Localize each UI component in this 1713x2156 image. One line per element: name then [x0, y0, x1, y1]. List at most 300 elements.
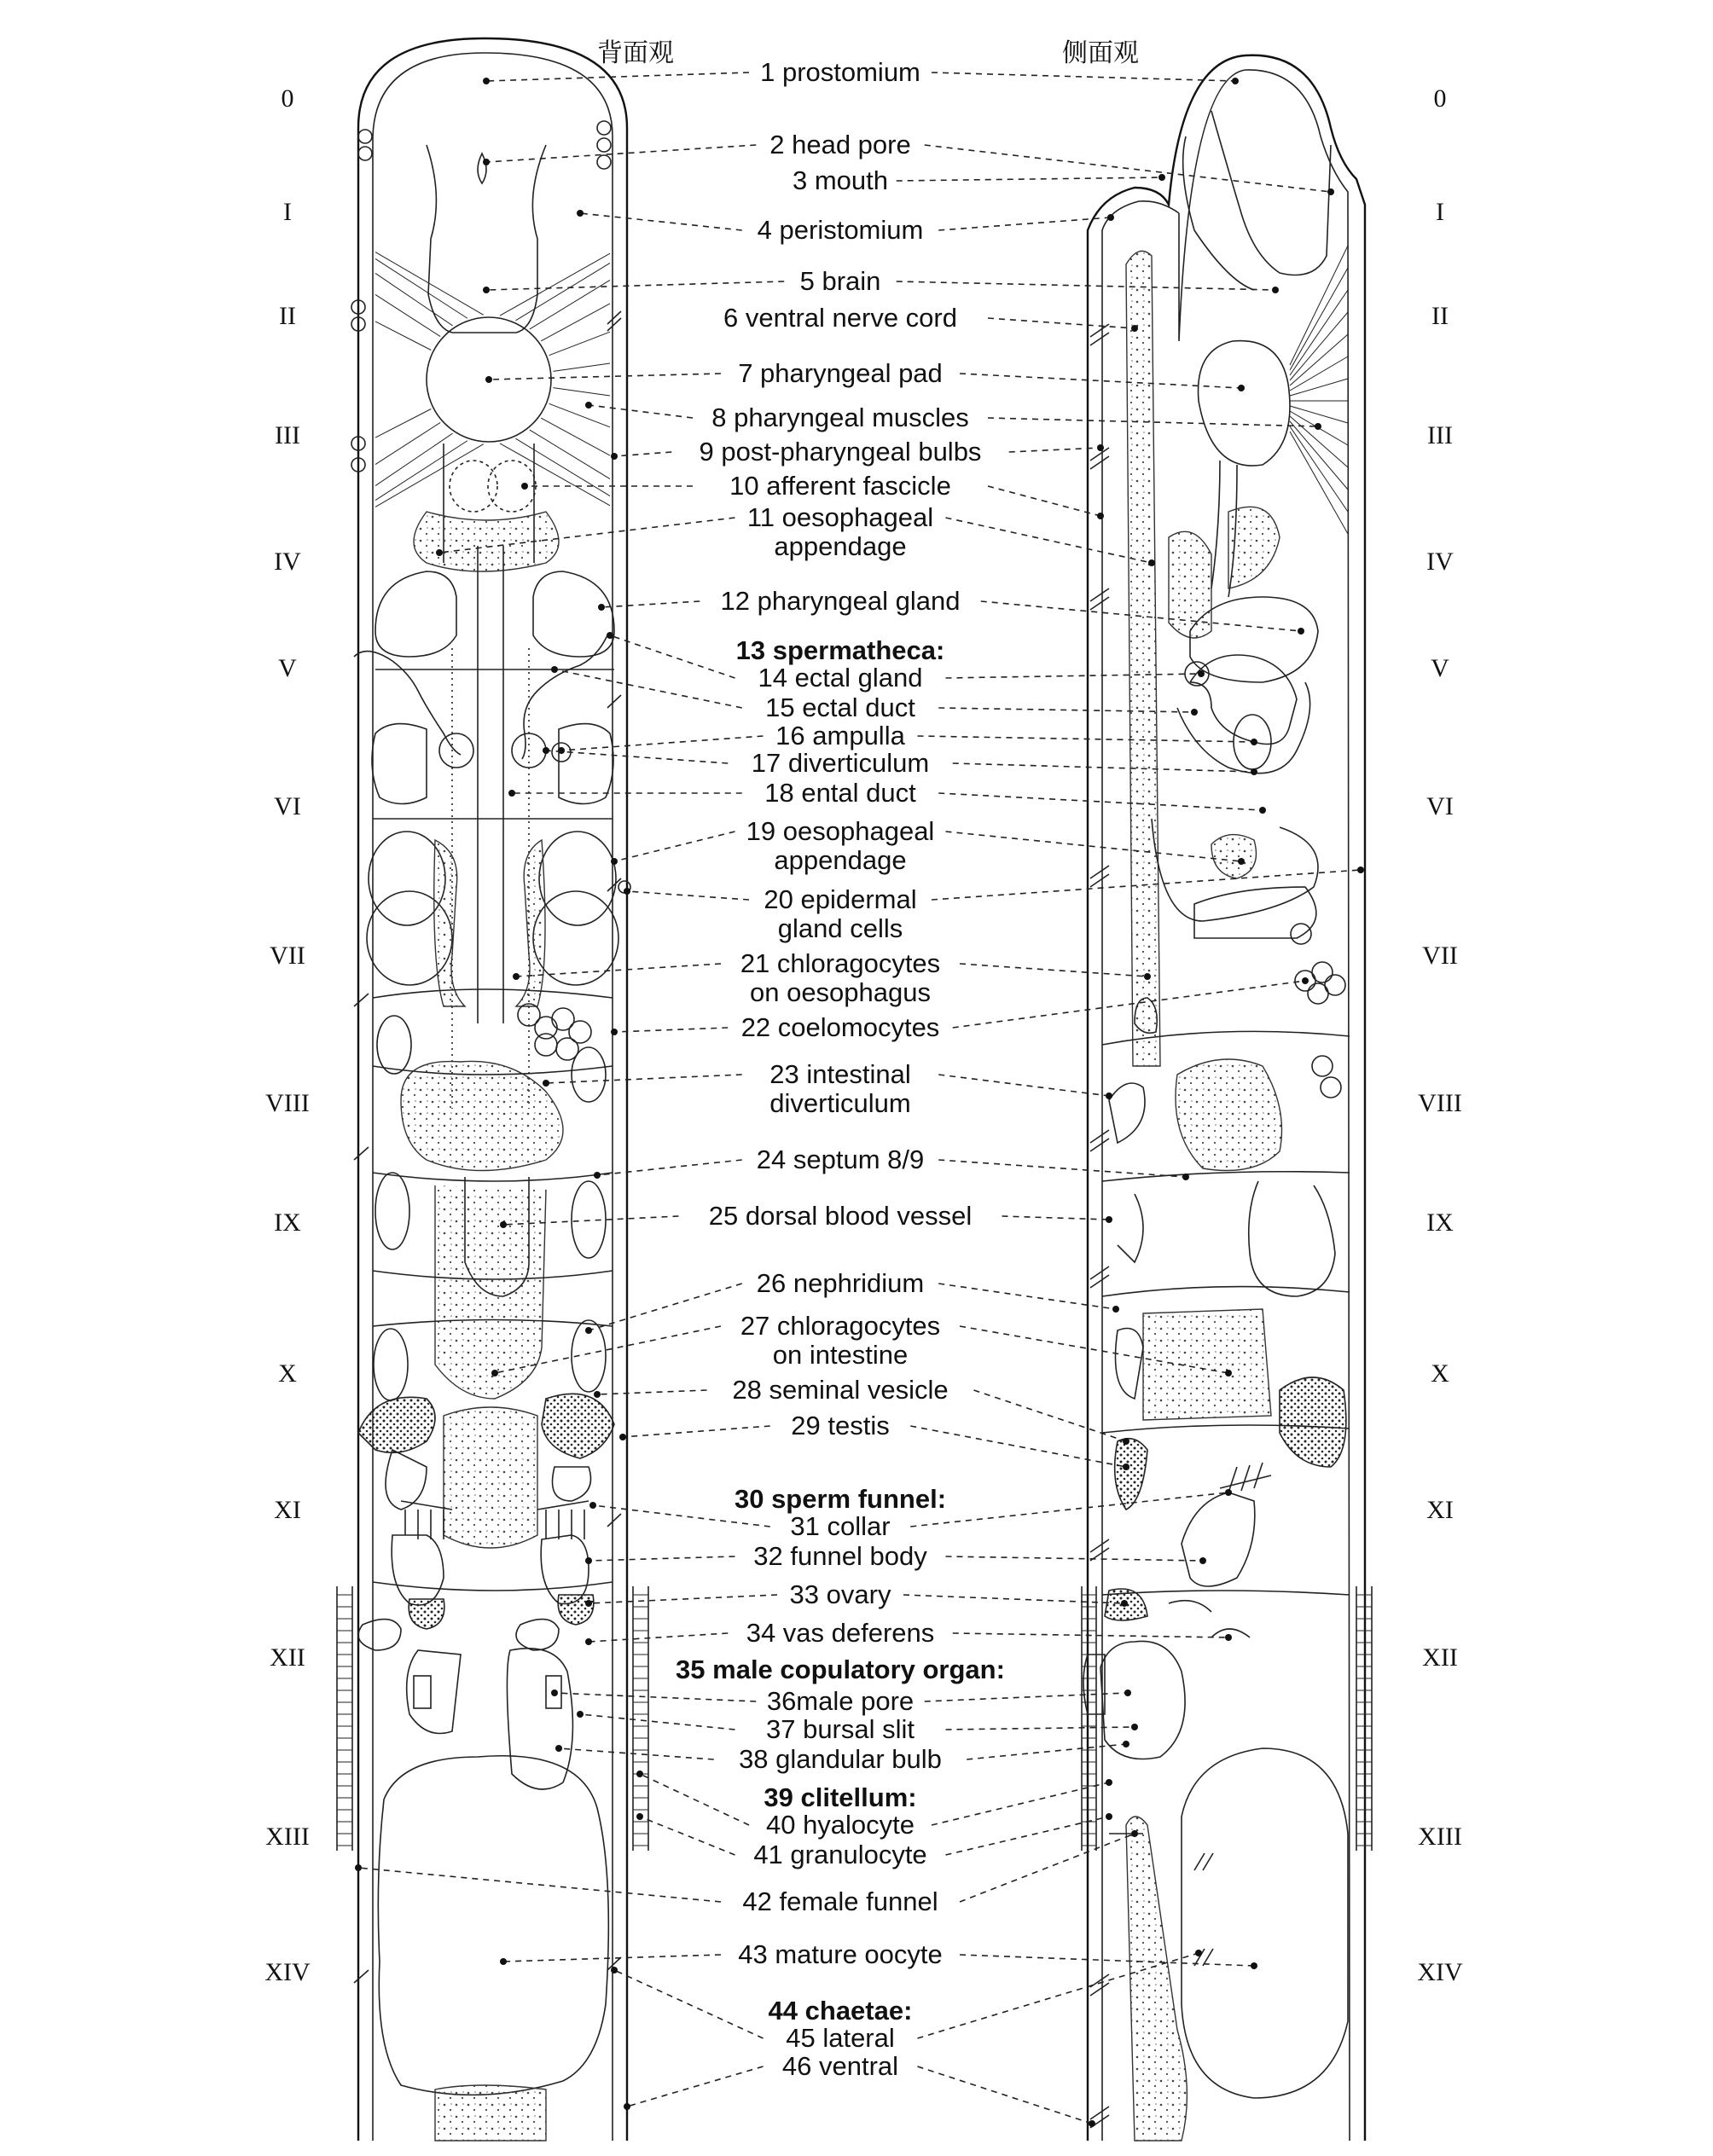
- anatomy-label: [740, 948, 940, 1007]
- anatomy-label: [782, 2051, 898, 2081]
- leader-dot: [355, 1864, 362, 1871]
- leader-line: [555, 669, 742, 708]
- anatomy-label-line: 24 septum 8/9: [756, 1145, 925, 1174]
- anatomy-label-line: gland cells: [777, 913, 903, 943]
- leader-line: [910, 1426, 1126, 1467]
- leader-dot: [1107, 214, 1114, 221]
- lateral-view-heading: 侧面观: [1062, 38, 1139, 68]
- leader-dot: [585, 402, 592, 409]
- leader-dot: [1089, 2120, 1095, 2127]
- anatomy-label-line: 16 ampulla: [775, 721, 905, 751]
- segment-numeral: XI: [1426, 1496, 1454, 1524]
- pharyngeal-muscle-fiber: [1290, 421, 1348, 490]
- leader-dot: [1251, 739, 1257, 745]
- anatomy-label-line: 14 ectal gland: [758, 663, 923, 693]
- anatomy-label-line: 27 chloragocytes: [740, 1311, 941, 1341]
- leader-dot: [491, 1370, 498, 1376]
- anatomy-label-line: 39 clitellum:: [764, 1782, 917, 1812]
- pharyngeal-muscle-fiber: [553, 388, 610, 396]
- leader-dot: [500, 1958, 507, 1965]
- segment-numeral: II: [1431, 302, 1449, 330]
- leader-line: [627, 891, 749, 900]
- anatomy-label-line: 31 collar: [790, 1511, 891, 1541]
- pharyngeal-muscle-fiber: [553, 363, 610, 371]
- leader-dot: [1124, 1689, 1131, 1696]
- leader-line: [938, 1075, 1109, 1096]
- leader-dot: [1112, 1306, 1119, 1313]
- pharyngeal-muscle-fiber: [515, 263, 610, 320]
- segment-numeral: III: [275, 421, 300, 449]
- leader-dot: [636, 1771, 643, 1777]
- leader-line: [938, 217, 1111, 230]
- leader-line: [953, 763, 1254, 772]
- leader-line: [614, 1970, 764, 2038]
- anatomy-label: [769, 1059, 910, 1118]
- leader-dot: [585, 1327, 592, 1334]
- anatomy-label-line: 33 ovary: [789, 1579, 891, 1609]
- pharyngeal-muscle-fiber: [1290, 334, 1348, 385]
- leader-dot: [1123, 1438, 1129, 1445]
- segment-numeral: XIV: [1417, 1958, 1463, 1986]
- leader-dot: [1225, 1634, 1232, 1641]
- anatomy-label: [791, 1411, 889, 1440]
- anatomy-label: [676, 1655, 1005, 1684]
- leader-line: [960, 1955, 1254, 1966]
- leader-dot: [1232, 78, 1239, 84]
- leader-line: [903, 1595, 1124, 1603]
- leader-dot: [500, 1221, 507, 1228]
- leader-dot: [577, 1711, 584, 1718]
- segment-numeral: IX: [274, 1208, 301, 1237]
- segment-numeral: 0: [1433, 84, 1447, 113]
- segment-numerals-right: [1417, 84, 1463, 1986]
- leader-line: [946, 832, 1242, 861]
- leader-line: [486, 145, 756, 162]
- pharyngeal-muscle-fiber: [1290, 356, 1348, 391]
- anatomy-label-line: 29 testis: [791, 1411, 890, 1440]
- anatomy-label-line: 28 seminal vesicle: [732, 1375, 949, 1405]
- pharyngeal-muscle-fiber: [1290, 406, 1348, 423]
- leader-line: [953, 981, 1305, 1028]
- anatomy-label: [736, 635, 945, 665]
- leader-dot: [1298, 628, 1304, 635]
- anatomy-label-line: 43 mature oocyte: [738, 1939, 943, 1969]
- pharyngeal-muscle-fiber: [375, 433, 453, 485]
- leader-dot: [483, 159, 490, 165]
- anatomy-label-line: 40 hyalocyte: [765, 1810, 915, 1840]
- leader-dot: [611, 1029, 618, 1035]
- anatomy-label: [742, 1886, 938, 1916]
- anatomy-label: [747, 502, 933, 561]
- leader-line: [555, 1693, 756, 1701]
- anatomy-label: [760, 57, 920, 87]
- leader-dot: [1097, 444, 1104, 451]
- leader-line: [960, 1834, 1135, 1902]
- leader-dot: [1106, 1779, 1112, 1786]
- segment-numeral: VII: [270, 942, 305, 970]
- leader-line: [925, 145, 1331, 192]
- anatomy-label: [793, 165, 888, 195]
- pharyngeal-muscle-fiber: [500, 253, 610, 316]
- anatomy-label: [764, 884, 916, 943]
- segment-numeral: V: [1431, 654, 1449, 682]
- leader-line: [938, 793, 1263, 810]
- leader-dot: [1131, 1830, 1138, 1837]
- leader-dot: [607, 632, 613, 639]
- anatomy-label-line: 7 pharyngeal pad: [738, 358, 943, 388]
- leader-dot: [594, 1172, 601, 1179]
- anatomy-label-line: 13 spermatheca:: [735, 635, 945, 665]
- leader-dot: [1144, 973, 1151, 980]
- leader-line: [589, 1556, 735, 1561]
- segment-numeral: IV: [1426, 548, 1454, 576]
- leader-line: [489, 374, 721, 380]
- leader-line: [932, 72, 1235, 81]
- leader-line: [640, 1817, 735, 1855]
- leader-dot: [1357, 866, 1364, 873]
- leader-dot: [624, 888, 630, 895]
- leader-dot: [543, 747, 549, 754]
- anatomy-label-line: 46 ventral: [781, 2051, 899, 2081]
- anatomy-label-line: 1 prostomium: [760, 57, 920, 87]
- anatomy-label: [765, 693, 915, 722]
- anatomy-label: [709, 1201, 972, 1231]
- segment-numeral: VIII: [1418, 1089, 1462, 1117]
- pharyngeal-muscle-fiber: [549, 332, 610, 356]
- leader-dot: [1123, 1463, 1129, 1470]
- anatomy-label-line: 35 male copulatory organ:: [676, 1655, 1005, 1684]
- leader-line: [614, 1028, 728, 1032]
- leader-line: [597, 1160, 742, 1175]
- leader-dot: [1106, 1216, 1112, 1223]
- anatomy-label: [732, 1375, 948, 1405]
- anatomy-label-line: 37 bursal slit: [765, 1714, 915, 1744]
- leader-line: [589, 405, 693, 418]
- leader-dot: [1225, 1370, 1232, 1376]
- segment-numeral: XI: [274, 1496, 301, 1524]
- leader-line: [946, 1727, 1135, 1730]
- leader-dot: [1251, 768, 1257, 775]
- leader-line: [974, 1390, 1127, 1441]
- anatomy-label: [738, 1939, 943, 1969]
- segment-numeral: XIII: [1418, 1823, 1462, 1851]
- anatomy-label-line: 8 pharyngeal muscles: [711, 403, 969, 432]
- leader-dot: [1251, 1962, 1257, 1969]
- segment-numeral: VIII: [265, 1089, 310, 1117]
- anatomy-label: [721, 586, 961, 616]
- leader-dot: [555, 1745, 562, 1752]
- leader-dot: [1158, 174, 1165, 181]
- leader-dot: [483, 287, 490, 293]
- pharyngeal-muscle-fiber: [375, 258, 467, 318]
- leader-dot: [577, 210, 584, 217]
- leader-dot: [1198, 670, 1205, 677]
- anatomy-label: [752, 748, 929, 778]
- pharyngeal-muscle-fiber: [500, 443, 610, 506]
- leader-line: [610, 635, 735, 678]
- anatomy-label-line: 34 vas deferens: [746, 1618, 935, 1648]
- anatomy-label: [741, 1012, 940, 1042]
- anatomy-label-line: 26 nephridium: [756, 1268, 925, 1298]
- leader-dot: [1272, 287, 1279, 293]
- anatomy-label-line: 11 oesophageal: [746, 502, 934, 532]
- anatomy-label-line: 21 chloragocytes: [740, 948, 941, 978]
- leader-line: [614, 452, 671, 456]
- anatomy-label-line: 36male pore: [766, 1686, 915, 1716]
- anatomy-label: [735, 1484, 946, 1514]
- leader-dot: [1238, 858, 1245, 865]
- leader-dot: [508, 790, 515, 797]
- leader-line: [918, 2066, 1093, 2124]
- pharyngeal-muscle-fiber: [375, 441, 467, 501]
- anatomy-label: [764, 778, 916, 808]
- leader-line: [589, 1284, 742, 1330]
- leader-line: [597, 1390, 707, 1394]
- pharyngeal-muscle-fiber: [541, 304, 610, 341]
- anatomy-label-line: 22 coelomocytes: [740, 1012, 940, 1042]
- leader-dot: [436, 549, 443, 556]
- leader-line: [623, 1426, 770, 1437]
- anatomy-label-line: on oesophagus: [749, 977, 932, 1007]
- anatomy-label: [739, 1744, 942, 1774]
- pharyngeal-muscle-fiber: [375, 422, 440, 464]
- anatomy-label-line: 12 pharyngeal gland: [720, 586, 961, 616]
- anatomy-label: [769, 1996, 913, 2026]
- dorsal-view-heading: 背面观: [597, 38, 674, 68]
- leader-line: [561, 736, 764, 751]
- leader-line: [601, 601, 700, 607]
- leader-dot: [1238, 385, 1245, 391]
- pharyngeal-muscle-fiber: [515, 438, 610, 496]
- pharyngeal-muscle-fiber: [541, 418, 610, 455]
- leader-dot: [619, 1434, 626, 1440]
- segment-numeral: I: [283, 198, 292, 226]
- leader-dot: [483, 78, 490, 84]
- anatomy-label-line: 41 granulocyte: [753, 1840, 927, 1869]
- leader-line: [946, 518, 1153, 563]
- leader-dot: [551, 666, 558, 673]
- leader-line: [953, 1633, 1228, 1637]
- anatomy-label: [769, 130, 910, 159]
- anatomy-label-line: 20 epidermal: [764, 884, 917, 914]
- anatomy-label-line: 23 intestinal: [769, 1059, 911, 1089]
- leader-dot: [1182, 1174, 1189, 1180]
- segment-numeral: VI: [1426, 792, 1454, 820]
- anatomy-label: [723, 303, 957, 333]
- leader-line: [910, 1492, 1228, 1527]
- anatomy-label-line: 9 post-pharyngeal bulbs: [699, 437, 982, 467]
- pharyngeal-muscle-fiber: [375, 322, 431, 351]
- leader-dot: [1106, 1092, 1112, 1099]
- leader-dot: [1131, 1724, 1138, 1730]
- anatomy-label: [753, 1541, 927, 1571]
- anatomy-label-line: 17 diverticulum: [751, 748, 930, 778]
- anatomy-label: [746, 816, 935, 875]
- anatomy-label: [758, 663, 922, 693]
- leader-line: [988, 318, 1135, 328]
- pharyngeal-muscle-fiber: [375, 273, 453, 325]
- leader-dot: [636, 1813, 643, 1820]
- anatomy-label-line: 10 afferent fascicle: [729, 471, 951, 501]
- pharyngeal-muscle-fiber: [375, 409, 431, 438]
- segment-numeral: VII: [1422, 942, 1458, 970]
- anatomy-label-line: 2 head pore: [769, 130, 911, 159]
- segment-numeral: VI: [274, 792, 301, 820]
- segment-numeral: 0: [281, 84, 294, 113]
- leader-line: [580, 1714, 735, 1730]
- dorsal-view-drawing: [337, 38, 648, 2141]
- segment-numeral: III: [1427, 421, 1453, 449]
- leader-dot: [1148, 559, 1155, 566]
- leader-line: [516, 964, 721, 977]
- leader-dot: [1121, 1600, 1128, 1607]
- leader-dot: [1225, 1489, 1232, 1496]
- leader-dot: [485, 376, 492, 383]
- lateral-view-drawing: [1082, 55, 1372, 2141]
- anatomy-label-line: 25 dorsal blood vessel: [708, 1201, 973, 1231]
- segment-numeral: XII: [1422, 1643, 1458, 1672]
- segment-numeral: X: [278, 1359, 297, 1388]
- anatomy-label: [764, 1782, 916, 1812]
- leader-line: [614, 832, 735, 861]
- leader-line: [589, 1595, 777, 1603]
- anatomy-label-line: 6 ventral nerve cord: [723, 303, 957, 333]
- anatomy-label: [790, 1579, 891, 1609]
- segment-numeral: IX: [1426, 1208, 1454, 1237]
- anatomy-label-line: 19 oesophageal: [746, 816, 935, 846]
- leader-dot: [594, 1391, 601, 1398]
- anatomy-label: [786, 2023, 895, 2053]
- leader-line: [938, 1160, 1186, 1177]
- anatomy-label-line: 18 ental duct: [764, 778, 916, 808]
- leader-line: [897, 177, 1162, 181]
- anatomy-label: [766, 1810, 915, 1840]
- leader-dot: [1315, 423, 1321, 430]
- segment-numeral: X: [1431, 1359, 1449, 1388]
- anatomy-label: [767, 1686, 914, 1716]
- anatomy-label: [711, 403, 969, 432]
- segment-numerals-left: [264, 84, 311, 1986]
- leader-line: [897, 281, 1275, 290]
- pharyngeal-muscle-fiber: [1290, 379, 1348, 396]
- anatomy-label-line: diverticulum: [769, 1088, 911, 1118]
- leader-dot: [1259, 807, 1266, 814]
- leader-line: [960, 964, 1147, 977]
- leader-line: [589, 1633, 728, 1642]
- leader-line: [546, 1075, 742, 1083]
- leader-dot: [1106, 1813, 1112, 1820]
- leader-dot: [1199, 1557, 1206, 1564]
- leader-dot: [585, 1557, 592, 1564]
- leader-line: [946, 1817, 1110, 1855]
- anatomy-label: [775, 721, 905, 751]
- leader-dot: [543, 1080, 549, 1087]
- anatomy-label-line: 38 glandular bulb: [739, 1744, 942, 1774]
- leader-dot: [1097, 513, 1104, 519]
- leader-line: [358, 1868, 721, 1902]
- segment-numeral: I: [1436, 198, 1444, 226]
- pharyngeal-muscle-fiber: [375, 294, 440, 336]
- anatomy-label: [738, 358, 943, 388]
- anatomy-label: [800, 266, 881, 296]
- anatomy-label-line: 4 peristomium: [757, 215, 924, 245]
- anatomy-label-line: 3 mouth: [792, 165, 889, 195]
- anatomy-label: [766, 1714, 915, 1744]
- anatomy-label: [746, 1618, 935, 1648]
- leader-dot: [558, 747, 565, 754]
- leader-dot: [589, 1502, 596, 1509]
- anatomy-label: [700, 437, 982, 467]
- leader-line: [580, 213, 742, 230]
- anatomy-label-line: 44 chaetae:: [768, 1996, 913, 2026]
- anatomy-label: [753, 1840, 926, 1869]
- anatomy-label: [740, 1311, 940, 1370]
- leader-line: [546, 751, 728, 763]
- segment-numeral: XIV: [264, 1958, 311, 1986]
- leader-dot: [585, 1638, 592, 1645]
- leader-dot: [611, 453, 618, 460]
- leader-dot: [521, 483, 528, 490]
- anatomy-label-line: 32 funnel body: [753, 1541, 927, 1571]
- leader-dot: [624, 2103, 630, 2110]
- anatomy-label-line: on intestine: [772, 1340, 909, 1370]
- segment-numeral: V: [278, 654, 297, 682]
- leader-line: [925, 1693, 1128, 1701]
- segment-numeral: XII: [270, 1643, 305, 1672]
- leader-line: [988, 486, 1100, 516]
- anatomy-label-line: appendage: [774, 531, 907, 561]
- anatomy-label-line: 15 ectal duct: [765, 693, 915, 722]
- anatomy-label: [790, 1511, 890, 1541]
- anatomy-label-line: 5 brain: [799, 266, 881, 296]
- anatomy-label-line: 30 sperm funnel:: [734, 1484, 947, 1514]
- anatomy-label-line: 42 female funnel: [742, 1886, 938, 1916]
- pharyngeal-muscle-fiber: [1290, 246, 1348, 365]
- leader-line: [938, 1284, 1116, 1309]
- pharyngeal-muscle-fiber: [1290, 432, 1348, 534]
- leader-dot: [1131, 325, 1138, 332]
- leader-line: [918, 736, 1255, 742]
- leader-dot: [1327, 188, 1334, 195]
- pharyngeal-muscle-fiber: [1290, 268, 1348, 370]
- leader-line: [1002, 1216, 1110, 1220]
- leader-line: [640, 1774, 749, 1825]
- leader-line: [946, 1556, 1204, 1561]
- anatomy-label: [757, 1268, 924, 1298]
- leader-dot: [1191, 709, 1198, 716]
- leader-dot: [1302, 977, 1309, 984]
- anatomy-label: [729, 471, 951, 501]
- leader-line: [486, 281, 784, 290]
- leader-dot: [585, 1600, 592, 1607]
- leader-dot: [513, 973, 520, 980]
- anatomy-label: [758, 215, 924, 245]
- anatomy-label-line: 45 lateral: [786, 2023, 895, 2053]
- leader-dot: [598, 604, 605, 611]
- leader-line: [627, 2066, 764, 2107]
- leader-line: [486, 72, 749, 81]
- label-list: [676, 57, 1005, 2081]
- pharyngeal-muscle-fiber: [1290, 426, 1348, 512]
- segment-numeral: XIII: [265, 1823, 310, 1851]
- segment-numeral: IV: [274, 548, 301, 576]
- anatomy-label: [757, 1145, 924, 1174]
- leader-dot: [611, 858, 618, 865]
- leader-dot: [611, 1967, 618, 1973]
- leader-dot: [1195, 1950, 1202, 1956]
- segment-numeral: II: [279, 302, 296, 330]
- leader-dot: [551, 1689, 558, 1696]
